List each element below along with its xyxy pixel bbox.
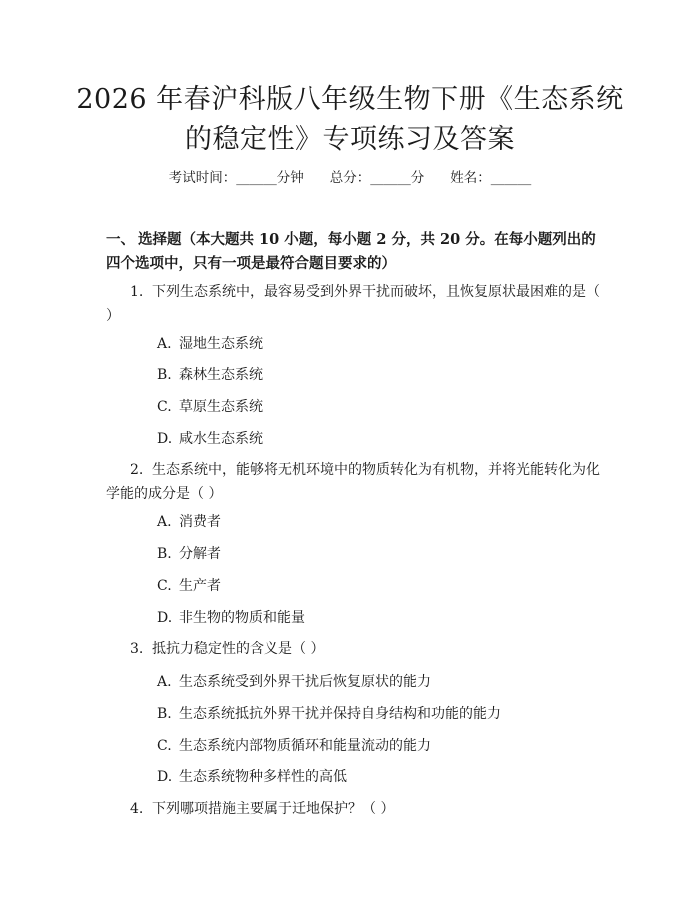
option-letter: C. (157, 399, 172, 415)
option-text: 生产者 (179, 578, 221, 594)
question-number: 2. (130, 462, 144, 478)
name-blank: ______ (490, 170, 532, 186)
option-letter: D. (157, 769, 173, 785)
question-stem: 下列哪项措施主要属于迁地保护？（ ） (152, 801, 395, 817)
question-3-option-b (157, 704, 501, 724)
document-title (60, 80, 640, 160)
option-letter: B. (157, 546, 172, 562)
section-heading (106, 228, 606, 276)
option-text: 生态系统抵抗外界干扰并保持自身结构和功能的能力 (179, 706, 501, 722)
score-blank: ______ (370, 170, 411, 186)
question-1 (106, 280, 606, 328)
option-letter: D. (157, 431, 173, 447)
score-label: 总分： (329, 170, 371, 186)
option-letter: D. (157, 610, 173, 626)
question-3-option-d (157, 767, 347, 787)
name-label: 姓名： (450, 170, 491, 186)
option-text: 生态系统内部物质循环和能量流动的能力 (179, 738, 431, 754)
question-number: 1. (130, 284, 144, 300)
question-2-option-d (157, 608, 305, 628)
option-text: 非生物的物质和能量 (179, 610, 305, 626)
option-text: 草原生态系统 (179, 399, 263, 415)
option-text: 湿地生态系统 (179, 336, 263, 352)
option-text: 咸水生态系统 (179, 431, 263, 447)
question-2-option-b (157, 544, 221, 564)
question-1-option-a (157, 334, 263, 354)
option-text: 分解者 (179, 546, 221, 562)
option-letter: A. (157, 674, 172, 690)
option-letter: C. (157, 578, 172, 594)
question-4 (106, 797, 606, 821)
question-3-option-c (157, 736, 431, 756)
exam-info-line (0, 168, 700, 188)
option-letter: A. (157, 336, 172, 352)
option-text: 森林生态系统 (179, 367, 263, 383)
option-text: 生态系统物种多样性的高低 (179, 769, 347, 785)
question-2-option-c (157, 576, 221, 596)
title-line-2: 的稳定性》专项练习及答案 (185, 124, 515, 155)
option-letter: B. (157, 706, 172, 722)
question-3 (106, 637, 606, 661)
option-text: 生态系统受到外界干扰后恢复原状的能力 (179, 674, 431, 690)
section-heading-text: 选择题（本大题共 10 小题，每小题 2 分，共 20 分。在每小题列出的四个选项中，只有一项是最符合题目要求的） (106, 231, 596, 272)
question-stem: 下列生态系统中，最容易受到外界干扰而破坏，且恢复原状最困难的是（ ） (106, 284, 600, 324)
question-1-option-c (157, 397, 263, 417)
option-letter: A. (157, 514, 172, 530)
option-letter: B. (157, 367, 172, 383)
score-unit: 分 (410, 170, 425, 186)
question-number: 3. (130, 641, 144, 657)
question-1-option-b (157, 365, 263, 385)
question-stem: 生态系统中，能够将无机环境中的物质转化为有机物，并将光能转化为化学能的成分是（ ） (106, 462, 600, 502)
question-2 (106, 458, 606, 506)
question-number: 4. (130, 801, 144, 817)
question-1-option-d (157, 429, 263, 449)
option-letter: C. (157, 738, 172, 754)
time-blank: ______ (236, 170, 277, 186)
time-unit: 分钟 (276, 170, 304, 186)
question-stem: 抵抗力稳定性的含义是（ ） (152, 641, 325, 657)
title-line-1: 2026 年春沪科版八年级生物下册《生态系统 (76, 84, 624, 115)
question-3-option-a (157, 672, 431, 692)
section-number: 一、 (106, 231, 135, 248)
time-label: 考试时间： (168, 170, 237, 186)
question-2-option-a (157, 512, 221, 532)
option-text: 消费者 (179, 514, 221, 530)
